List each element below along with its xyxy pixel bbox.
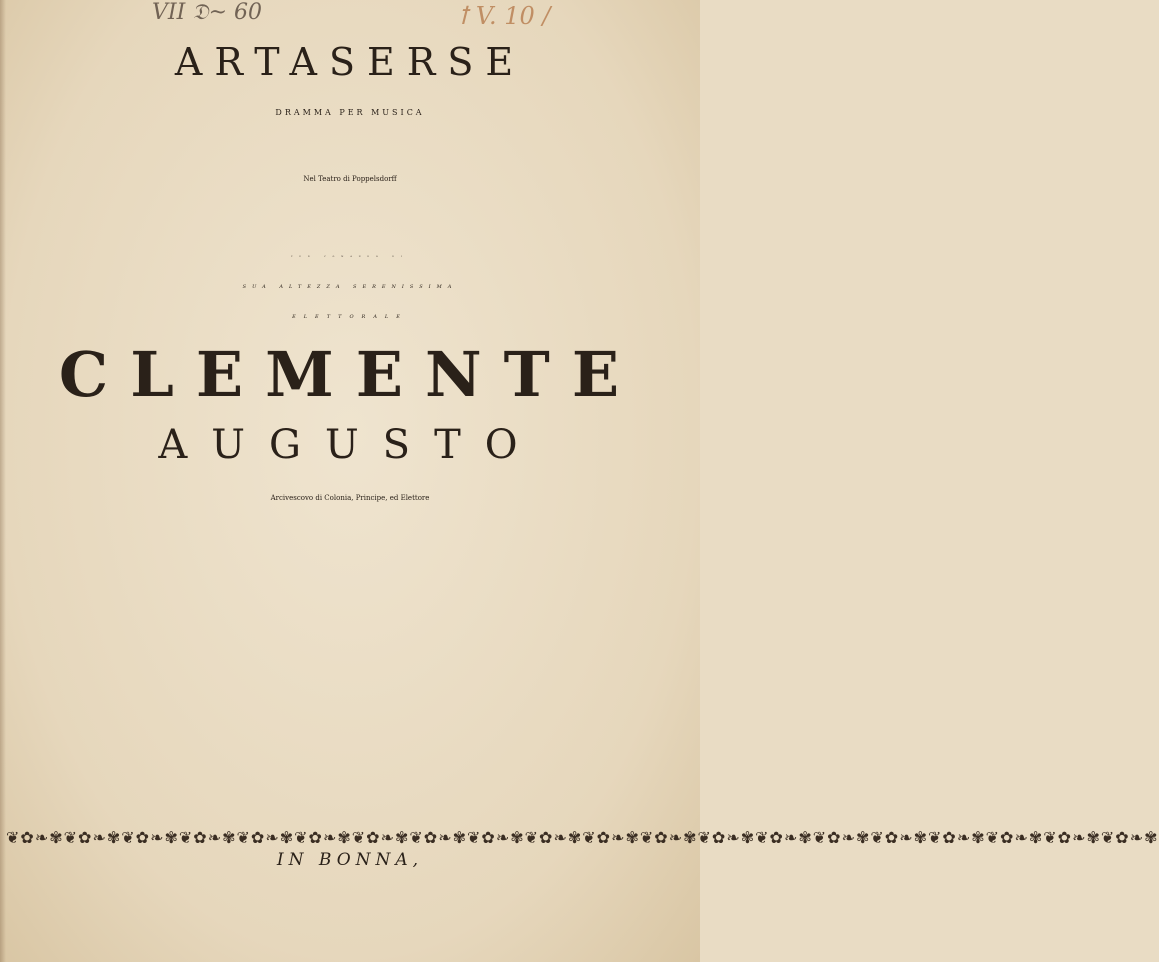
per-comando-line: PER COMANDO DI [291,256,409,258]
sua-altezza-line: SUA ALTEZZA SERENISSIMA [242,284,458,290]
handwritten-shelfmark-left: VII 𝔇~ 60 [152,0,263,25]
da-rappresentarsi [0,139,700,157]
imprint-city: IN BONNA, [276,850,424,870]
titles-line-6 [0,630,700,656]
handwritten-shelfmark-right: ꝉ V. 10 / [458,2,551,30]
titles-line-7 [0,657,700,683]
subtitle: DRAMMA PER MUSICA [275,108,425,117]
teatro-line: Nel Teatro di Poppelsdorff [303,175,397,183]
titles-line-9 [0,711,700,737]
titles-line-2 [0,522,700,548]
titles-line-1: Arcivescovo di Colonia, Principe, ed Elettore [270,494,430,502]
anno-line [0,204,700,228]
clemente-heading: CLEMENTE [58,338,642,411]
ornament-rule: ❦✿❧✾❦✿❧✾❦✿❧✾❦✿❧✾❦✿❧✾❦✿❧✾❦✿❧✾❦✿❧✾❦✿❧✾❦✿❧✾❦✿❧✾❦✿❧✾❦✿❧✾❦✿❧✾❦✿❧✾❦✿❧✾❦✿❧✾❦✿❧✾❦✿❧✾❦✿❧✾ [6,828,1159,847]
augusto-heading: AUGUSTO [158,422,542,468]
titles-line-5 [0,603,700,629]
titles-line-8 [0,684,700,710]
elettorale-line: ELETTORALE [292,314,408,320]
titles-line-4 [0,576,700,602]
main-title: ARTASERSE [174,40,526,84]
titles-line-10 [0,738,700,764]
titles-line-11 [0,765,700,791]
titles-line-3 [0,549,700,575]
